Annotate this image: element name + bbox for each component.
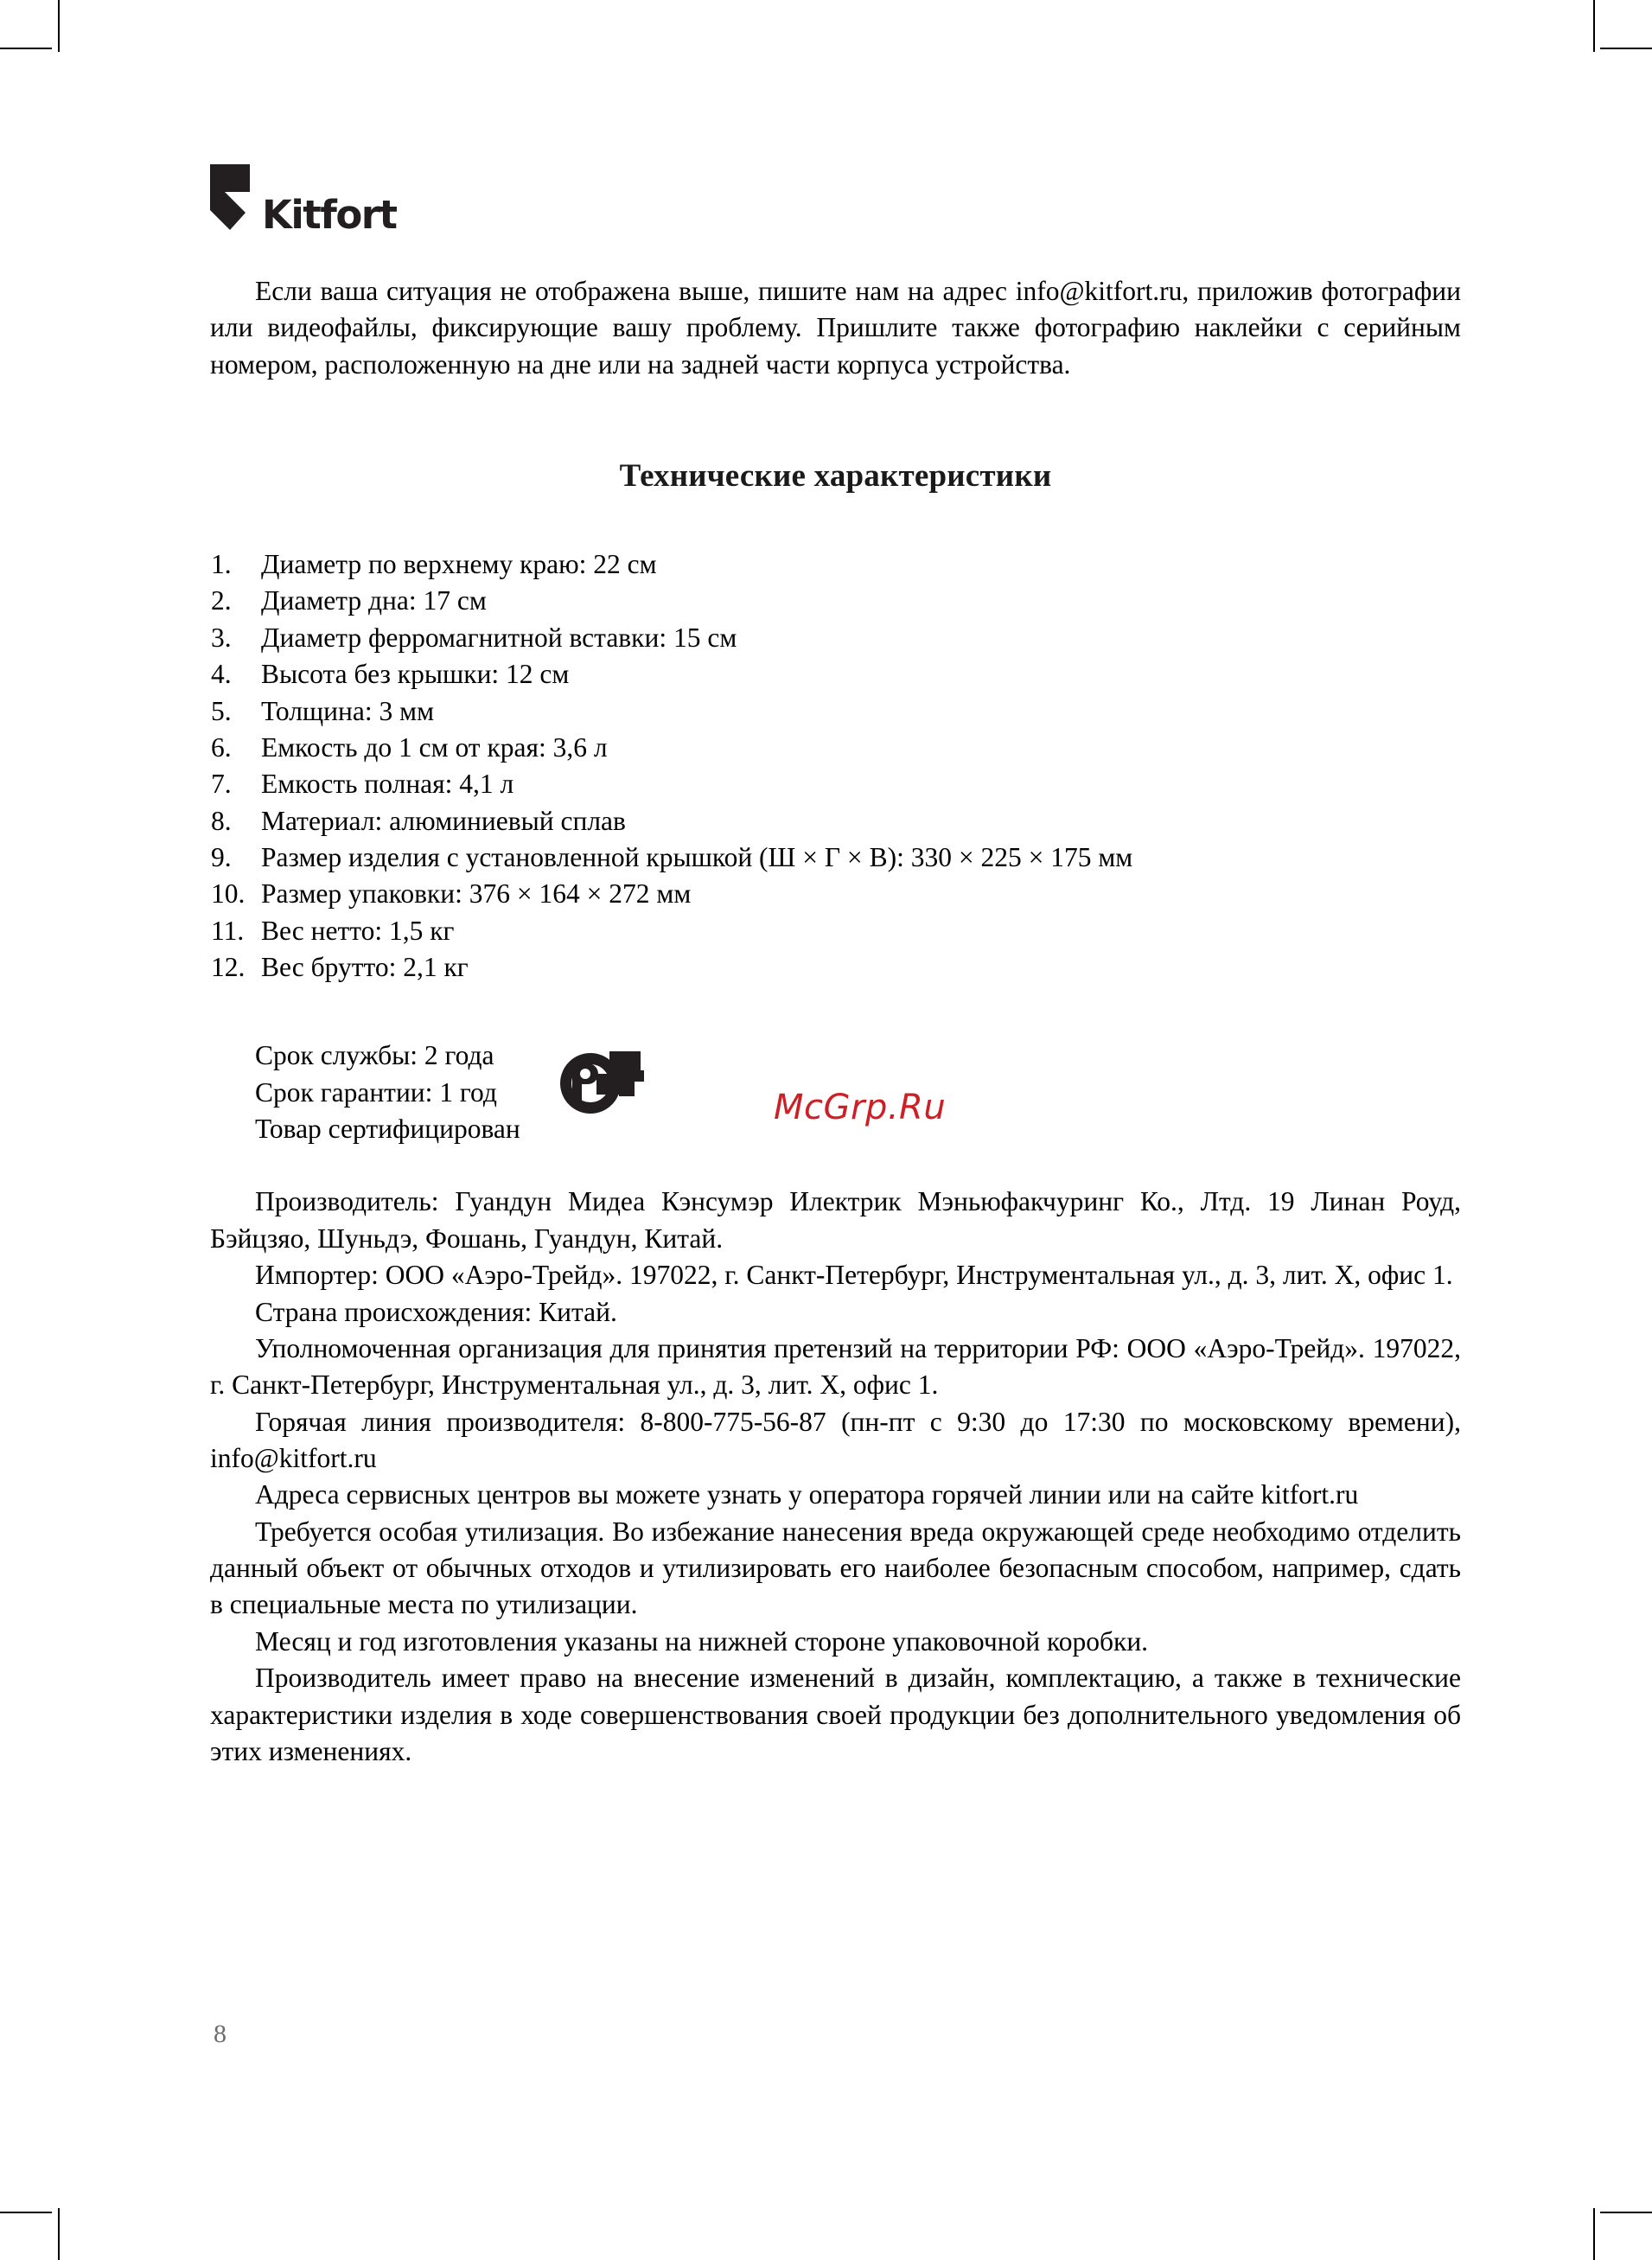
list-item-number: 8. bbox=[211, 805, 232, 836]
list-item-text: Материал: алюминиевый сплав bbox=[261, 805, 626, 836]
list-item-number: 3. bbox=[211, 622, 232, 653]
service-centers-paragraph: Адреса сервисных центров вы можете узнать у оператора горячей линии или на сайте kitfort.ru bbox=[255, 1479, 1359, 1510]
crop-mark-top-right bbox=[1593, 0, 1595, 52]
crop-mark-left-top bbox=[0, 48, 52, 49]
specs-section-title: Технические характеристики bbox=[619, 458, 1052, 495]
list-item bbox=[210, 620, 1461, 656]
list-item-number: 1. bbox=[211, 549, 232, 580]
manufacture-date-paragraph: Месяц и год изготовления указаны на нижней стороне упаковочной коробки. bbox=[255, 1625, 1149, 1657]
mcgrp-watermark: McGrp.Ru bbox=[774, 1088, 947, 1127]
warranty-text: Срок гарантии: 1 год bbox=[255, 1076, 497, 1108]
list-item-text: Высота без крышки: 12 см bbox=[261, 659, 570, 690]
page-number: 8 bbox=[214, 2020, 226, 2048]
page-content bbox=[210, 164, 1461, 1770]
crop-mark-bottom-right bbox=[1593, 2208, 1595, 2260]
list-item-text: Емкость полная: 4,1 л bbox=[261, 769, 514, 800]
list-item-text: Диаметр ферромагнитной вставки: 15 см bbox=[261, 622, 737, 653]
list-item-number: 11. bbox=[211, 915, 245, 946]
manufacturer-paragraph: Производитель: Гуандун Мидеа Кэнсумэр Илектрик Мэньюфакчуринг Ко., Лтд. 19 Линан Роуд, Бэйцзяо, Шуньдэ, Фошань, Гуандун, Китай. bbox=[210, 1186, 1461, 1254]
list-item-number: 12. bbox=[211, 952, 246, 983]
list-item-number: 10. bbox=[211, 878, 246, 910]
rst-gost-r-certification-icon bbox=[558, 1051, 645, 1120]
kitfort-shield-icon bbox=[210, 164, 250, 230]
kitfort-wordmark: Kitfort bbox=[262, 191, 397, 238]
hotline-paragraph: Горячая линия производителя: 8-800-775-56-87 (пн-пт с 9:30 до 17:30 по московскому времени), info@kitfort.ru bbox=[210, 1406, 1461, 1473]
country-of-origin-paragraph: Страна происхождения: Китай. bbox=[255, 1296, 617, 1327]
disposal-paragraph: Требуется особая утилизация. Во избежание нанесения вреда окружающей среде необходимо отделить данный объект от обычных отходов и утилизировать его наиболее безопасным способом, например, сдать в специальные места по утилизации. bbox=[210, 1516, 1461, 1620]
list-item-number: 5. bbox=[211, 695, 232, 726]
service-life-text: Срок службы: 2 года bbox=[255, 1040, 494, 1071]
list-item bbox=[210, 840, 1461, 876]
list-item bbox=[210, 766, 1461, 802]
list-item-number: 4. bbox=[211, 659, 232, 690]
list-item bbox=[210, 876, 1461, 912]
list-item bbox=[210, 656, 1461, 693]
list-item bbox=[210, 913, 1461, 949]
list-item bbox=[210, 693, 1461, 730]
crop-mark-top-left bbox=[58, 0, 60, 52]
changes-notice-paragraph: Производитель имеет право на внесение изменений в дизайн, комплектацию, а также в технические характеристики изделия в ходе совершенствования своей продукции без дополнительного уведомления об этих изменениях. bbox=[210, 1663, 1461, 1766]
list-item-text: Емкость до 1 см от края: 3,6 л bbox=[261, 731, 608, 763]
list-item bbox=[210, 949, 1461, 986]
crop-mark-right-top bbox=[1600, 48, 1652, 49]
list-item-text: Диаметр дна: 17 см bbox=[261, 585, 487, 616]
crop-mark-right-bottom bbox=[1600, 2212, 1652, 2213]
list-item-text: Размер изделия с установленной крышкой (Ш × Г × В): 330 × 225 × 175 мм bbox=[261, 841, 1133, 872]
list-item bbox=[210, 583, 1461, 619]
list-item-text: Вес брутто: 2,1 кг bbox=[261, 952, 469, 983]
list-item-text: Диаметр по верхнему краю: 22 см bbox=[261, 549, 657, 580]
list-item-text: Вес нетто: 1,5 кг bbox=[261, 915, 455, 946]
list-item-number: 7. bbox=[211, 769, 232, 800]
list-item bbox=[210, 803, 1461, 840]
brand-logo bbox=[210, 164, 1461, 244]
list-item-number: 6. bbox=[211, 731, 232, 763]
crop-mark-bottom-left bbox=[58, 2208, 60, 2260]
list-item-text: Размер упаковки: 376 × 164 × 272 мм bbox=[261, 878, 692, 910]
crop-mark-left-bottom bbox=[0, 2212, 52, 2213]
list-item bbox=[210, 730, 1461, 766]
intro-paragraph: Если ваша ситуация не отображена выше, пишите нам на адрес info@kitfort.ru, приложив фотографии или видеофайлы, фиксирующие вашу проблему. Пришлите также фотографию наклейки с серийным номером, расположенную на дне или на задней части корпуса устройства. bbox=[210, 276, 1461, 380]
certified-text: Товар сертифицирован bbox=[255, 1114, 520, 1145]
list-item bbox=[210, 546, 1461, 583]
specs-list bbox=[210, 546, 1461, 986]
list-item-text: Толщина: 3 мм bbox=[261, 695, 434, 726]
authorized-organization-paragraph: Уполномоченная организация для принятия претензий на территории РФ: ООО «Аэро-Трейд». 197022, г. Санкт-Петербург, Инструментальная ул., д. 3, лит. Х, офис 1. bbox=[210, 1332, 1461, 1401]
importer-paragraph: Импортер: ООО «Аэро-Трейд». 197022, г. Санкт-Петербург, Инструментальная ул., д. 3, лит. Х, офис 1. bbox=[255, 1260, 1453, 1291]
list-item-number: 2. bbox=[211, 585, 232, 616]
list-item-number: 9. bbox=[211, 841, 232, 872]
